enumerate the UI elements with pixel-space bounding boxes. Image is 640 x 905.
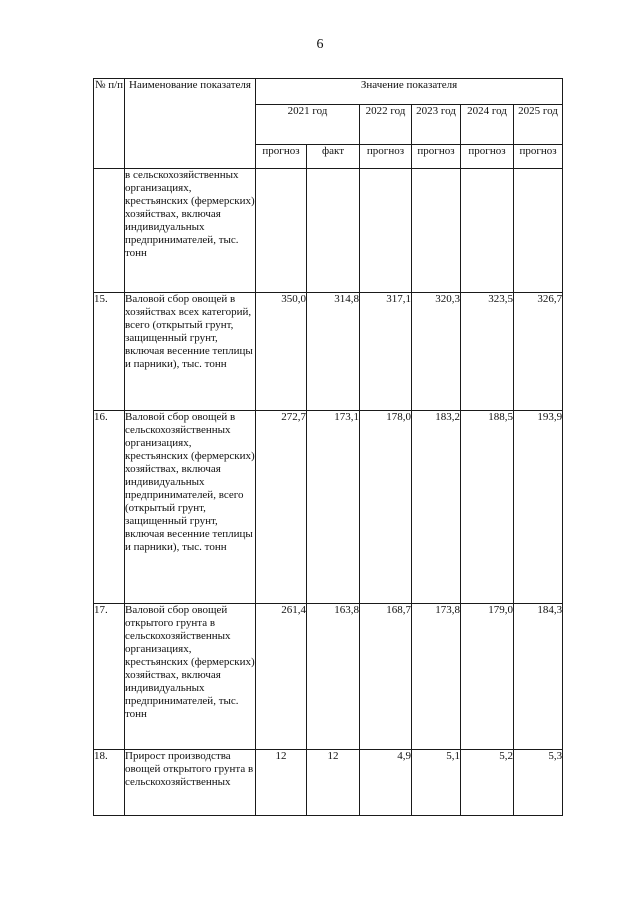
value-cell: 350,0 (256, 293, 307, 411)
table-row (94, 604, 563, 750)
row-number: 16. (94, 411, 125, 604)
value-cell: 188,5 (461, 411, 514, 604)
header-name: Наименование показателя (125, 79, 256, 169)
header-num: № п/п (94, 79, 125, 169)
header-value: Значение показателя (256, 79, 563, 105)
header-sub-forecast: прогноз (514, 145, 563, 169)
value-cell: 183,2 (412, 411, 461, 604)
header-sub-forecast: прогноз (256, 145, 307, 169)
indicator-name: Валовой сбор овощей в хозяйствах всех категорий, всего (открытый грунт, защищенный грунт, включая весенние теплицы и парники), тыс. тонн (125, 293, 256, 411)
value-cell: 317,1 (360, 293, 412, 411)
value-cell: 173,8 (412, 604, 461, 750)
value-cell: 323,5 (461, 293, 514, 411)
value-cell: 4,9 (360, 750, 412, 816)
row-number (94, 169, 125, 293)
row-number: 15. (94, 293, 125, 411)
table-row (94, 411, 563, 604)
value-cell: 12 (256, 750, 307, 816)
value-cell (307, 169, 360, 293)
value-cell (360, 169, 412, 293)
indicator-name: в сельскохозяйственных организациях, крестьянских (фермерских) хозяйствах, включая индивидуальных предпринимателей, тыс. тонн (125, 169, 256, 293)
value-cell: 168,7 (360, 604, 412, 750)
value-cell: 12 (307, 750, 360, 816)
header-year-2022: 2022 год (360, 105, 412, 145)
indicator-table (93, 78, 563, 816)
table-row (94, 293, 563, 411)
indicator-name: Валовой сбор овощей открытого грунта в сельскохозяйственных организациях, крестьянских (фермерских) хозяйствах, включая индивидуальных предпринимателей, тыс. тонн (125, 604, 256, 750)
page-number: 6 (316, 37, 324, 52)
value-cell (514, 169, 563, 293)
header-year-2024: 2024 год (461, 105, 514, 145)
value-cell: 179,0 (461, 604, 514, 750)
header-sub-forecast: прогноз (412, 145, 461, 169)
value-cell (256, 169, 307, 293)
value-cell: 320,3 (412, 293, 461, 411)
value-cell: 5,1 (412, 750, 461, 816)
header-year-2025: 2025 год (514, 105, 563, 145)
value-cell: 261,4 (256, 604, 307, 750)
header-year-2023: 2023 год (412, 105, 461, 145)
header-sub-forecast: прогноз (461, 145, 514, 169)
value-cell: 173,1 (307, 411, 360, 604)
value-cell: 163,8 (307, 604, 360, 750)
header-year-2021: 2021 год (256, 105, 360, 145)
indicator-name: Прирост производства овощей открытого грунта в сельскохозяйственных (125, 750, 256, 816)
value-cell: 326,7 (514, 293, 563, 411)
row-number: 17. (94, 604, 125, 750)
value-cell: 178,0 (360, 411, 412, 604)
table-row (94, 169, 563, 293)
table-row (94, 750, 563, 816)
indicator-name: Валовой сбор овощей в сельскохозяйственных организациях, крестьянских (фермерских) хозяйствах, включая индивидуальных предпринимателей, всего (открытый грунт, защищенный грунт, включая весенние теплицы и парники), тыс. тонн (125, 411, 256, 604)
value-cell: 5,3 (514, 750, 563, 816)
value-cell: 314,8 (307, 293, 360, 411)
value-cell (461, 169, 514, 293)
row-number: 18. (94, 750, 125, 816)
header-sub-forecast: прогноз (360, 145, 412, 169)
value-cell: 272,7 (256, 411, 307, 604)
value-cell (412, 169, 461, 293)
value-cell: 193,9 (514, 411, 563, 604)
value-cell: 5,2 (461, 750, 514, 816)
header-sub-fact: факт (307, 145, 360, 169)
value-cell: 184,3 (514, 604, 563, 750)
